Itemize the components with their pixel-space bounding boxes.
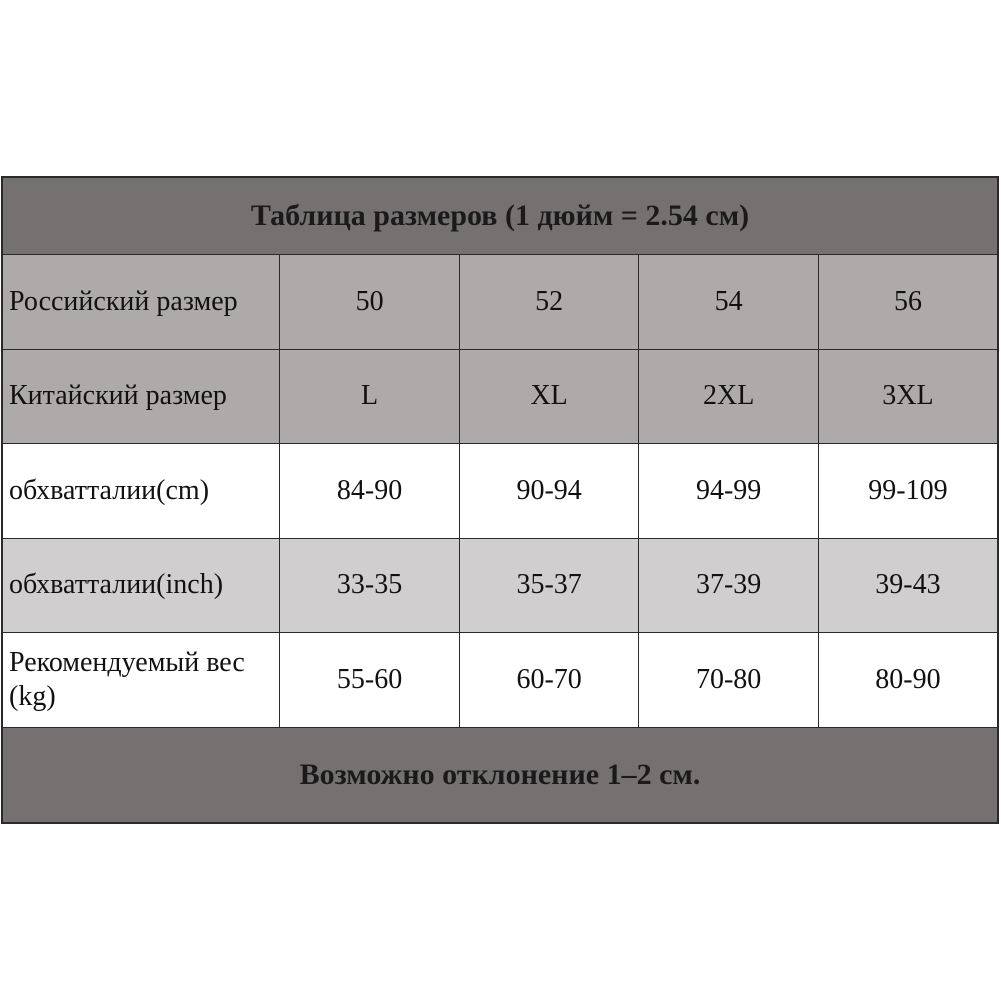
table-title-row bbox=[2, 177, 998, 254]
table-cell: 2XL bbox=[639, 349, 819, 444]
table-row-recommended-weight bbox=[2, 633, 998, 728]
table-row-chinese-size bbox=[2, 349, 998, 444]
table-cell: XL bbox=[459, 349, 639, 444]
table-cell: 50 bbox=[280, 254, 460, 349]
row-label: Китайский размер bbox=[2, 349, 280, 444]
table-cell: 60-70 bbox=[459, 633, 639, 728]
size-chart-table bbox=[1, 176, 999, 824]
table-row-russian-size bbox=[2, 254, 998, 349]
table-cell: 52 bbox=[459, 254, 639, 349]
table-cell: 35-37 bbox=[459, 538, 639, 633]
table-cell: 54 bbox=[639, 254, 819, 349]
table-row-waist-cm bbox=[2, 444, 998, 539]
table-cell: 56 bbox=[818, 254, 998, 349]
row-label: обхватталии(cm) bbox=[2, 444, 280, 539]
table-cell: 90-94 bbox=[459, 444, 639, 539]
table-cell: 84-90 bbox=[280, 444, 460, 539]
table-footer-note: Возможно отклонение 1–2 см. bbox=[2, 727, 998, 823]
table-cell: 55-60 bbox=[280, 633, 460, 728]
table-cell: 37-39 bbox=[639, 538, 819, 633]
row-label-line1: Рекомендуемый вес bbox=[9, 647, 245, 679]
table-title: Таблица размеров (1 дюйм = 2.54 см) bbox=[2, 177, 998, 254]
table-cell: 33-35 bbox=[280, 538, 460, 633]
table-cell: 80-90 bbox=[818, 633, 998, 728]
row-label bbox=[2, 633, 280, 728]
table-cell: 39-43 bbox=[818, 538, 998, 633]
table-cell: L bbox=[280, 349, 460, 444]
table-cell: 70-80 bbox=[639, 633, 819, 728]
row-label-line2: (kg) bbox=[9, 681, 56, 713]
table-cell: 99-109 bbox=[818, 444, 998, 539]
row-label: обхватталии(inch) bbox=[2, 538, 280, 633]
table-row-waist-inch bbox=[2, 538, 998, 633]
row-label: Российский размер bbox=[2, 254, 280, 349]
table-footer-row bbox=[2, 727, 998, 823]
table-cell: 94-99 bbox=[639, 444, 819, 539]
table-cell: 3XL bbox=[818, 349, 998, 444]
